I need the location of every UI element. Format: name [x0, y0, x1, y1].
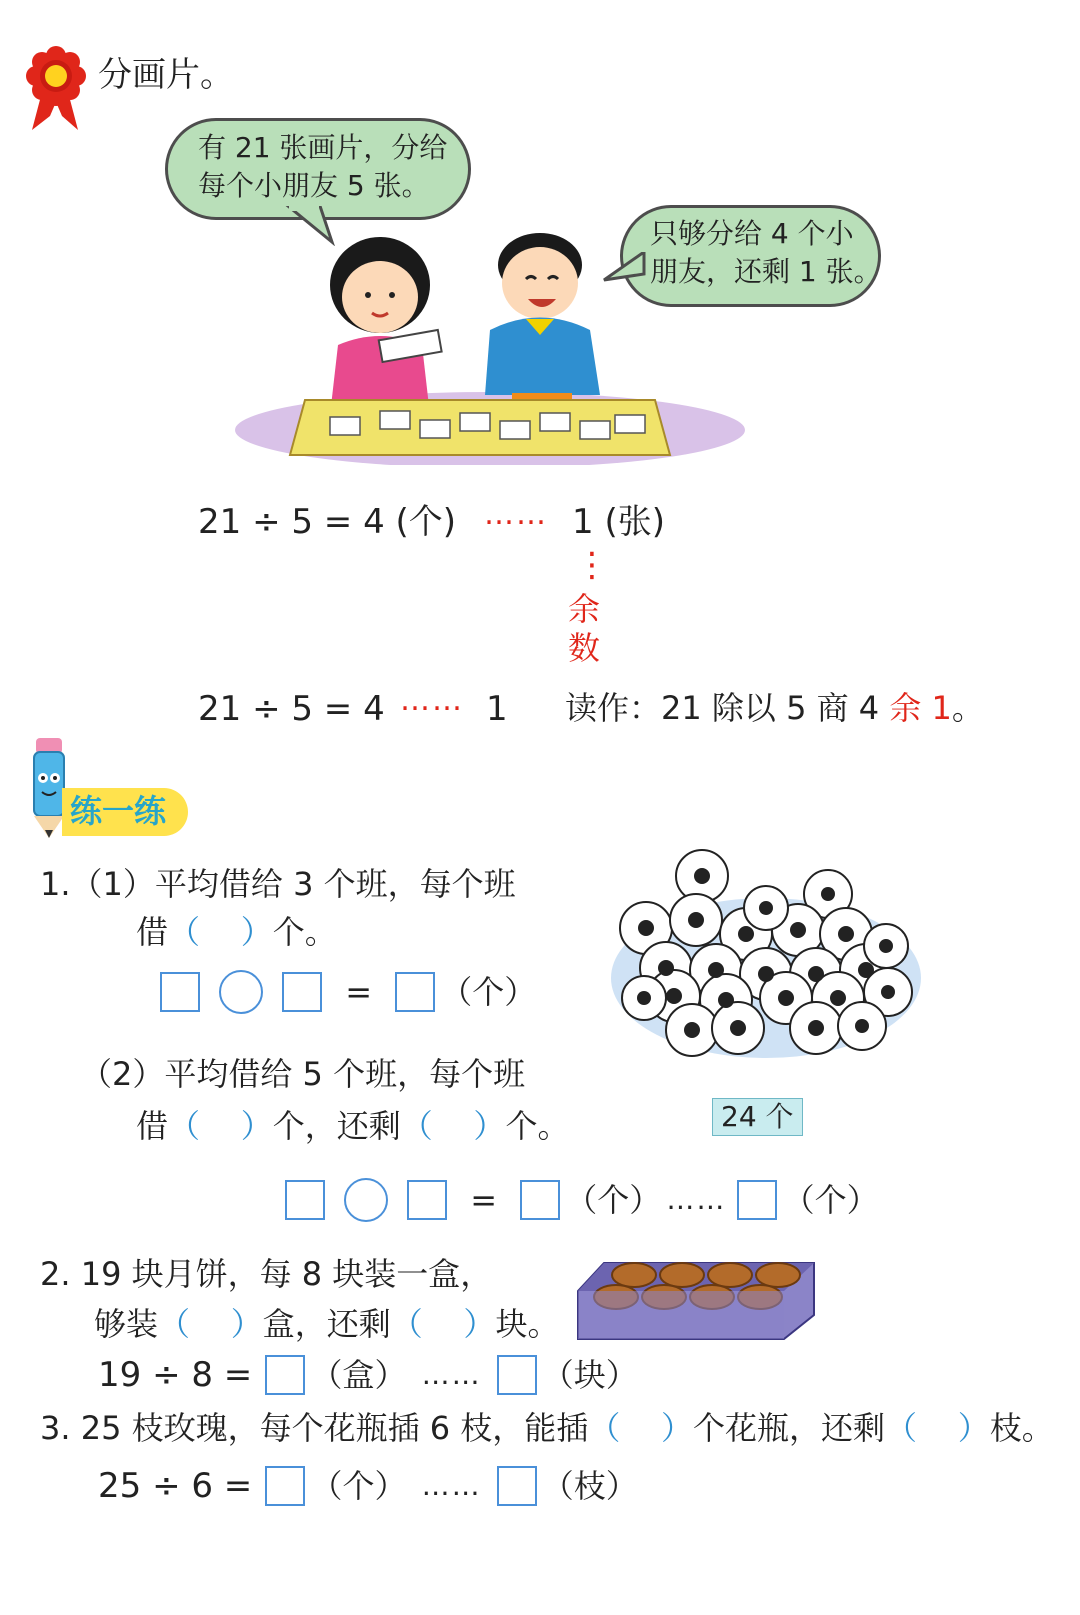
read-as-remainder: 余 1 — [889, 689, 952, 727]
mooncake-box-icon — [574, 1255, 819, 1345]
q1-part1-line1: 1.（1）平均借给 3 个班，每个班 — [40, 865, 516, 903]
answer-blank[interactable]: （ ） — [588, 1409, 694, 1447]
read-as-text — [565, 689, 984, 727]
unit-label: （个） — [565, 1181, 662, 1219]
q3-text-b: 个花瓶，还剩 — [693, 1409, 886, 1447]
kids-illustration — [230, 215, 750, 465]
answer-box[interactable] — [265, 1466, 305, 1506]
q3-equation — [98, 1466, 638, 1506]
answer-box[interactable] — [160, 972, 200, 1012]
answer-blank[interactable]: （ ） — [168, 913, 273, 951]
answer-blank[interactable]: （ ） — [158, 1305, 263, 1343]
answer-box[interactable] — [407, 1180, 447, 1220]
remainder-dots: …… — [421, 1358, 482, 1391]
q2-unit: 块。 — [495, 1305, 560, 1343]
q1-part2-label: 借 — [136, 1107, 169, 1145]
answer-blank[interactable]: （ ） — [400, 1107, 506, 1145]
answer-box[interactable] — [737, 1180, 777, 1220]
remainder-label-1: 余 — [568, 590, 601, 628]
unit-label: （盒） — [310, 1356, 407, 1394]
equation1-right: 1 (张) — [572, 502, 665, 542]
answer-blank[interactable]: （ ） — [168, 1107, 273, 1145]
boy-speech-line1: 只够分给 4 个小 — [650, 217, 854, 250]
answer-blank[interactable]: （ ） — [885, 1409, 990, 1447]
operator-circle[interactable] — [344, 1178, 388, 1222]
equation2-left: 21 ÷ 5 = 4 — [198, 689, 385, 729]
girl-speech-line2: 每个小朋友 5 张。 — [198, 169, 430, 202]
q2-line2 — [94, 1305, 560, 1343]
q1-part1-unit: 个。 — [272, 913, 337, 951]
answer-blank[interactable]: （ ） — [390, 1305, 496, 1343]
vertical-dots: ⋮ — [575, 545, 609, 585]
girl-speech-line1: 有 21 张画片，分给 — [198, 131, 448, 164]
q1-part1-line2 — [136, 913, 337, 951]
unit-label: （枝） — [541, 1467, 638, 1505]
answer-box[interactable] — [282, 972, 322, 1012]
answer-box[interactable] — [520, 1180, 560, 1220]
unit-label: （个） — [440, 973, 537, 1011]
read-as-prefix: 读作：21 除以 5 商 4 — [565, 689, 890, 727]
q3-text-a: 3. 25 枝玫瑰，每个花瓶插 6 枝，能插 — [40, 1409, 589, 1447]
q1-part2-unit: 个。 — [505, 1107, 570, 1145]
equals-sign: = — [470, 1181, 498, 1219]
balls-count-label: 24 个 — [712, 1098, 803, 1136]
q2-equation — [98, 1355, 638, 1395]
remainder-dots: …… — [666, 1183, 727, 1216]
boy-speech-line2: 朋友，还剩 1 张。 — [650, 255, 882, 288]
answer-box[interactable] — [395, 972, 435, 1012]
q1-part2-line2 — [136, 1107, 570, 1145]
q1-part2-mid: 个，还剩 — [272, 1107, 401, 1145]
answer-box[interactable] — [497, 1355, 537, 1395]
equation2-dots: …… — [400, 683, 464, 718]
q3-equation-left: 25 ÷ 6 = — [98, 1466, 253, 1506]
q2-label: 够装 — [94, 1305, 159, 1343]
q1-part2-line1: （2）平均借给 5 个班，每个班 — [80, 1055, 526, 1093]
remainder-dots: …… — [421, 1469, 482, 1502]
page-title: 分画片。 — [98, 55, 234, 95]
rosette-icon — [22, 42, 90, 132]
soccer-balls-icon — [606, 848, 926, 1068]
q3-text-c: 枝。 — [989, 1409, 1054, 1447]
equation2-right: 1 — [486, 689, 508, 729]
q2-equation-left: 19 ÷ 8 = — [98, 1355, 253, 1395]
remainder-label-2: 数 — [568, 629, 601, 667]
answer-box[interactable] — [497, 1466, 537, 1506]
q3-line1 — [40, 1409, 1054, 1447]
answer-box[interactable] — [265, 1355, 305, 1395]
unit-label: （个） — [782, 1181, 879, 1219]
q1-part1-equation — [160, 970, 536, 1014]
answer-box[interactable] — [285, 1180, 325, 1220]
unit-label: （个） — [310, 1467, 407, 1505]
q1-part1-label: 借 — [136, 913, 169, 951]
equals-sign: = — [345, 973, 373, 1011]
equation1-dots: …… — [484, 497, 548, 532]
q1-part2-equation — [285, 1178, 879, 1222]
unit-label: （块） — [541, 1356, 638, 1394]
equation1-left: 21 ÷ 5 = 4 (个) — [198, 502, 457, 542]
q2-line1: 2. 19 块月饼，每 8 块装一盒， — [40, 1255, 493, 1293]
practice-title: 练一练 — [70, 792, 167, 830]
q2-mid: 盒，还剩 — [262, 1305, 391, 1343]
read-as-suffix: 。 — [951, 689, 984, 727]
operator-circle[interactable] — [219, 970, 263, 1014]
